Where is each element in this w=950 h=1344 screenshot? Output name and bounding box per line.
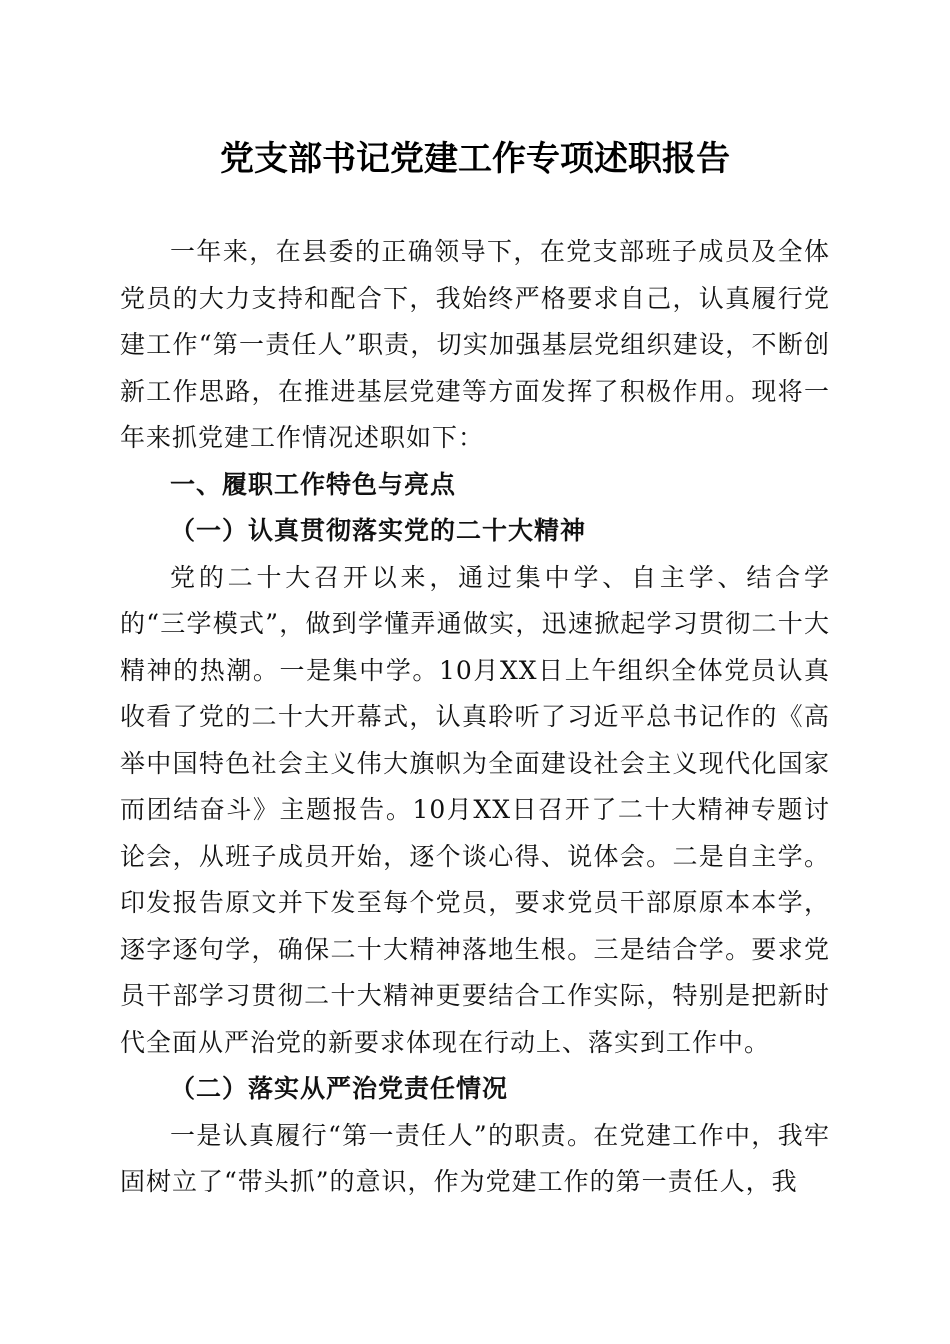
section-heading: 一、履职工作特色与亮点 [170,469,457,499]
document-body [120,229,830,1206]
body-paragraph: 一是认真履行“第一责任人”的职责。在党建工作中，我牢固树立了“带头抓”的意识，作为党建工作的第一责任人，我 [120,1120,830,1196]
subsection-heading: （一）认真贯彻落实党的二十大精神 [170,516,587,545]
subsection-heading: （二）落实从严治党责任情况 [170,1074,509,1103]
document-title: 党支部书记党建工作专项述职报告 [220,139,730,179]
intro-paragraph: 一年来，在县委的正确领导下，在党支部班子成员及全体党员的大力支持和配合下，我始终严格要求自己，认真履行党建工作“第一责任人”职责，切实加强基层党组织建设，不断创新工作思路，在推进基层党建等方面发挥了积极作用。现将一年来抓党建工作情况述职如下： [120,237,830,452]
body-paragraph: 党的二十大召开以来，通过集中学、自主学、结合学的“三学模式”，做到学懂弄通做实，迅速掀起学习贯彻二十大精神的热潮。一是集中学。10月XX日上午组织全体党员认真收看了党的二十大开幕式，认真聆听了习近平总书记作的《高举中国特色社会主义伟大旗帜为全面建设社会主义现代化国家而团结奋斗》主题报告。10月XX日召开了二十大精神专题讨论会，从班子成员开始，逐个谈心得、说体会。二是自主学。印发报告原文并下发至每个党员，要求党员干部原原本本学，逐字逐句学，确保二十大精神落地生根。三是结合学。要求党员干部学习贯彻二十大精神更要结合工作实际，特别是把新时代全面从严治党的新要求体现在行动上、落实到工作中。 [120,562,830,1057]
